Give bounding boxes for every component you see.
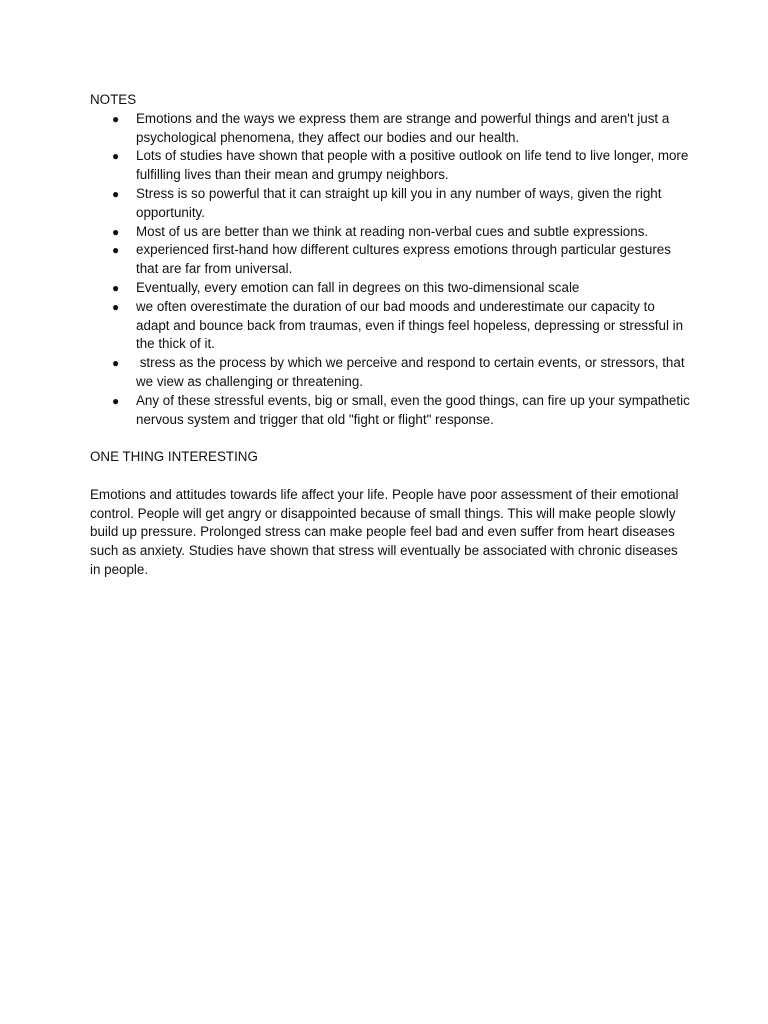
list-item-text: Lots of studies have shown that people with a positive outlook on life tend to live longer, more fulfilling lives than their mean and grumpy neighbors.	[136, 148, 689, 183]
interesting-heading: ONE THING INTERESTING	[90, 449, 258, 465]
list-item-text: experienced first-hand how different cultures express emotions through particular gestures that are far from universal.	[136, 242, 671, 277]
bullet-icon: ●	[112, 299, 120, 314]
list-item	[90, 147, 690, 185]
bullet-icon: ●	[112, 186, 120, 201]
list-item	[90, 279, 690, 298]
interesting-paragraph: Emotions and attitudes towards life affect your life. People have poor assessment of their emotional control. People will get angry or disappointed because of small things. This will make people slowly build up pressure. Prolonged stress can make people feel bad and even suffer from heart diseases such as anxiety. Studies have shown that stress will eventually be associated with chronic diseases in people.	[90, 486, 679, 577]
bullet-icon: ●	[112, 280, 120, 295]
list-item	[90, 110, 690, 148]
list-item	[90, 223, 690, 242]
list-item	[90, 185, 690, 223]
bullet-icon: ●	[112, 224, 120, 239]
list-item-text: Emotions and the ways we express them are strange and powerful things and aren't just a psychological phenomena, they affect our bodies and our health.	[136, 110, 670, 145]
list-item	[90, 354, 690, 392]
section-spacer	[90, 429, 690, 448]
list-item	[90, 392, 690, 430]
notes-list	[90, 110, 690, 430]
list-item-text: stress as the process by which we perceive and respond to certain events, or stressors, that we view as challenging or threatening.	[136, 355, 689, 389]
list-item-text: Stress is so powerful that it can straight up kill you in any number of ways, given the right opportunity.	[136, 185, 662, 220]
list-item-text: Eventually, every emotion can fall in degrees on this two-dimensional scale	[136, 279, 580, 295]
document-page	[90, 91, 690, 580]
list-item-text: Most of us are better than we think at reading non-verbal cues and subtle expressions.	[136, 223, 649, 239]
list-item	[90, 298, 690, 354]
bullet-icon: ●	[112, 243, 120, 258]
bullet-icon: ●	[112, 111, 120, 126]
bullet-icon: ●	[112, 393, 120, 408]
bullet-icon: ●	[112, 149, 120, 164]
notes-heading: NOTES	[90, 92, 137, 107]
list-item-text: Any of these stressful events, big or small, even the good things, can fire up your sympathetic nervous system and trigger that old "fight or flight" response.	[136, 392, 690, 427]
bullet-icon: ●	[112, 356, 120, 371]
list-item-text: we often overestimate the duration of our bad moods and underestimate our capacity to adapt and bounce back from traumas, even if things feel hopeless, depressing or stressful in the thick of it.	[136, 298, 684, 352]
list-item	[90, 241, 690, 279]
section-spacer	[90, 467, 690, 486]
